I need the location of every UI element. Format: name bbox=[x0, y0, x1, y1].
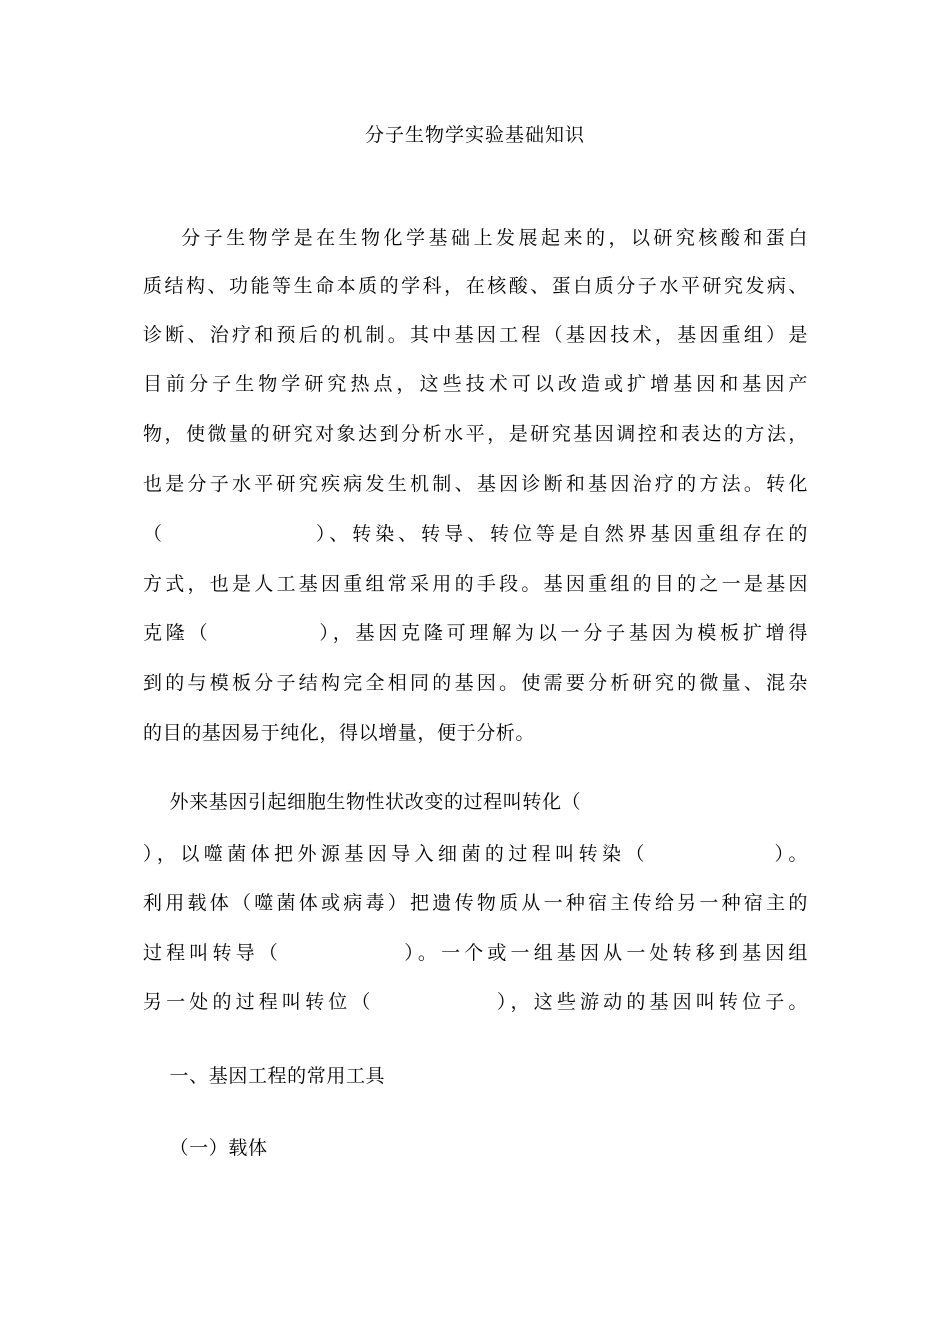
paragraph-line: 分子生物学是在生物化学基础上发展起来的，以研究核酸和蛋白 bbox=[143, 227, 808, 249]
paragraph-line: 过程叫转导（ ）。一个或一组基因从一处转移到基因组 bbox=[143, 942, 808, 964]
subsection-heading: （一）载体 bbox=[143, 1137, 268, 1159]
paragraph-line: （ ）、转染、转导、转位等是自然界基因重组存在的 bbox=[143, 523, 808, 545]
paragraph-line: 的目的基因易于纯化，得以增量，便于分析。 bbox=[143, 722, 536, 744]
paragraph-line: ），以噬菌体把外源基因导入细菌的过程叫转染（ ）。 bbox=[143, 843, 808, 865]
paragraph-line: 克隆（ ），基因克隆可理解为以一分子基因为模板扩增得 bbox=[143, 622, 808, 644]
paragraph-line: 利用载体（噬菌体或病毒）把遗传物质从一种宿主传给另一种宿主的 bbox=[143, 892, 808, 914]
paragraph-line: 外来基因引起细胞生物性状改变的过程叫转化（ bbox=[143, 791, 582, 813]
paragraph-line: 目前分子生物学研究热点，这些技术可以改造或扩增基因和基因产 bbox=[143, 373, 808, 395]
paragraph-line: 也是分子水平研究疾病发生机制、基因诊断和基因治疗的方法。转化 bbox=[143, 473, 808, 495]
document-title: 分子生物学实验基础知识 bbox=[364, 124, 585, 146]
paragraph-line: 物，使微量的研究对象达到分析水平，是研究基因调控和表达的方法， bbox=[143, 423, 808, 445]
paragraph-line: 质结构、功能等生命本质的学科，在核酸、蛋白质分子水平研究发病、 bbox=[143, 275, 808, 297]
section-heading: 一、基因工程的常用工具 bbox=[143, 1065, 386, 1087]
paragraph-line: 诊断、治疗和预后的机制。其中基因工程（基因技术，基因重组）是 bbox=[143, 324, 808, 346]
paragraph-line: 方式，也是人工基因重组常采用的手段。基因重组的目的之一是基因 bbox=[143, 573, 808, 595]
paragraph-line: 到的与模板分子结构完全相同的基因。使需要分析研究的微量、混杂 bbox=[143, 672, 808, 694]
paragraph-line: 另一处的过程叫转位（ ），这些游动的基因叫转位子。 bbox=[143, 991, 808, 1013]
